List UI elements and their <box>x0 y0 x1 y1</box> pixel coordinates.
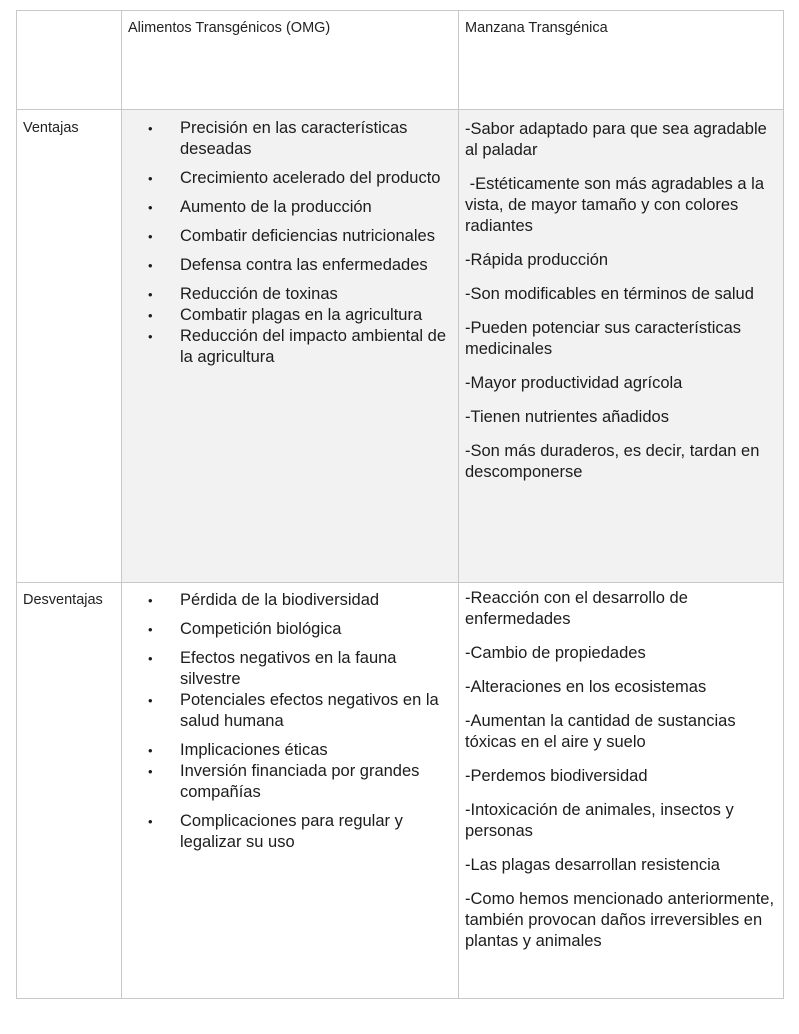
grid-vline-1 <box>121 11 122 998</box>
list-item: -Alteraciones en los ecosistemas <box>465 678 707 696</box>
list-item: • Combatir deficiencias nutricionales <box>148 227 435 245</box>
grid-hline-1 <box>17 109 783 110</box>
list-item: -Tienen nutrientes añadidos <box>465 408 669 426</box>
bullet-icon: • <box>148 329 153 344</box>
list-item: -Cambio de propiedades <box>465 644 646 662</box>
list-item: • Combatir plagas en la agricultura <box>148 306 423 324</box>
bullet-icon: • <box>148 651 153 666</box>
bullet-icon: • <box>148 258 153 273</box>
list-item: -Las plagas desarrollan resistencia <box>465 856 720 874</box>
comparison-table <box>16 10 784 999</box>
list-item: • Inversión financiada por grandes compañías <box>148 762 420 801</box>
list-item: -Perdemos biodiversidad <box>465 767 648 785</box>
list-item: -Aumentan la cantidad de sustancias tóxicas en el aire y suelo <box>465 712 736 751</box>
bullet-icon: • <box>148 593 153 608</box>
list-item: -Sabor adaptado para que sea agradable al paladar <box>465 120 767 159</box>
list-item: -Reacción con el desarrollo de enfermedades <box>465 589 688 628</box>
list-item: -Pueden potenciar sus características medicinales <box>465 319 742 358</box>
list-item: • Competición biológica <box>148 620 342 638</box>
bullet-icon: • <box>148 308 153 323</box>
bullet-icon: • <box>148 171 153 186</box>
list-item: -Estéticamente son más agradables a la vista, de mayor tamaño y con colores radiantes <box>465 175 769 235</box>
list-item: • Potenciales efectos negativos en la salud humana <box>148 691 439 730</box>
row-label-ventajas: Ventajas <box>23 120 79 136</box>
list-item: -Son modificables en términos de salud <box>465 285 754 303</box>
bullet-icon: • <box>148 743 153 758</box>
grid-hline-2 <box>17 582 783 583</box>
row-label-desventajas: Desventajas <box>23 592 103 608</box>
bullet-icon: • <box>148 121 153 136</box>
list-item: -Como hemos mencionado anteriormente, también provocan daños irreversibles en plantas y animales <box>465 890 775 950</box>
list-item: -Intoxicación de animales, insectos y personas <box>465 801 734 840</box>
omg-desventajas-list <box>142 590 454 853</box>
bullet-icon: • <box>148 229 153 244</box>
grid-vline-2 <box>458 11 459 998</box>
list-item: • Reducción de toxinas <box>148 285 338 303</box>
list-item: • Pérdida de la biodiversidad <box>148 591 380 609</box>
bullet-icon: • <box>148 693 153 708</box>
bullet-icon: • <box>148 622 153 637</box>
list-item: • Efectos negativos en la fauna silvestre <box>148 649 397 688</box>
list-item: • Defensa contra las enfermedades <box>148 256 428 274</box>
bullet-icon: • <box>148 814 153 829</box>
apple-ventajas-list <box>465 119 779 483</box>
list-item: • Complicaciones para regular y legalizar su uso <box>148 812 403 851</box>
omg-ventajas-list <box>142 118 454 368</box>
list-item: -Rápida producción <box>465 251 609 269</box>
apple-desventajas-list <box>465 588 779 952</box>
bullet-icon: • <box>148 287 153 302</box>
list-item: -Son más duraderos, es decir, tardan en descomponerse <box>465 442 760 481</box>
list-item: • Aumento de la producción <box>148 198 372 216</box>
list-item: • Crecimiento acelerado del producto <box>148 169 441 187</box>
header-omg: Alimentos Transgénicos (OMG) <box>128 20 331 36</box>
bullet-icon: • <box>148 200 153 215</box>
header-apple: Manzana Transgénica <box>465 20 608 36</box>
list-item: • Reducción del impacto ambiental de la agricultura <box>148 327 446 366</box>
list-item: -Mayor productividad agrícola <box>465 374 683 392</box>
bullet-icon: • <box>148 764 153 779</box>
list-item: • Implicaciones éticas <box>148 741 328 759</box>
list-item: • Precisión en las características deseadas <box>148 119 408 158</box>
